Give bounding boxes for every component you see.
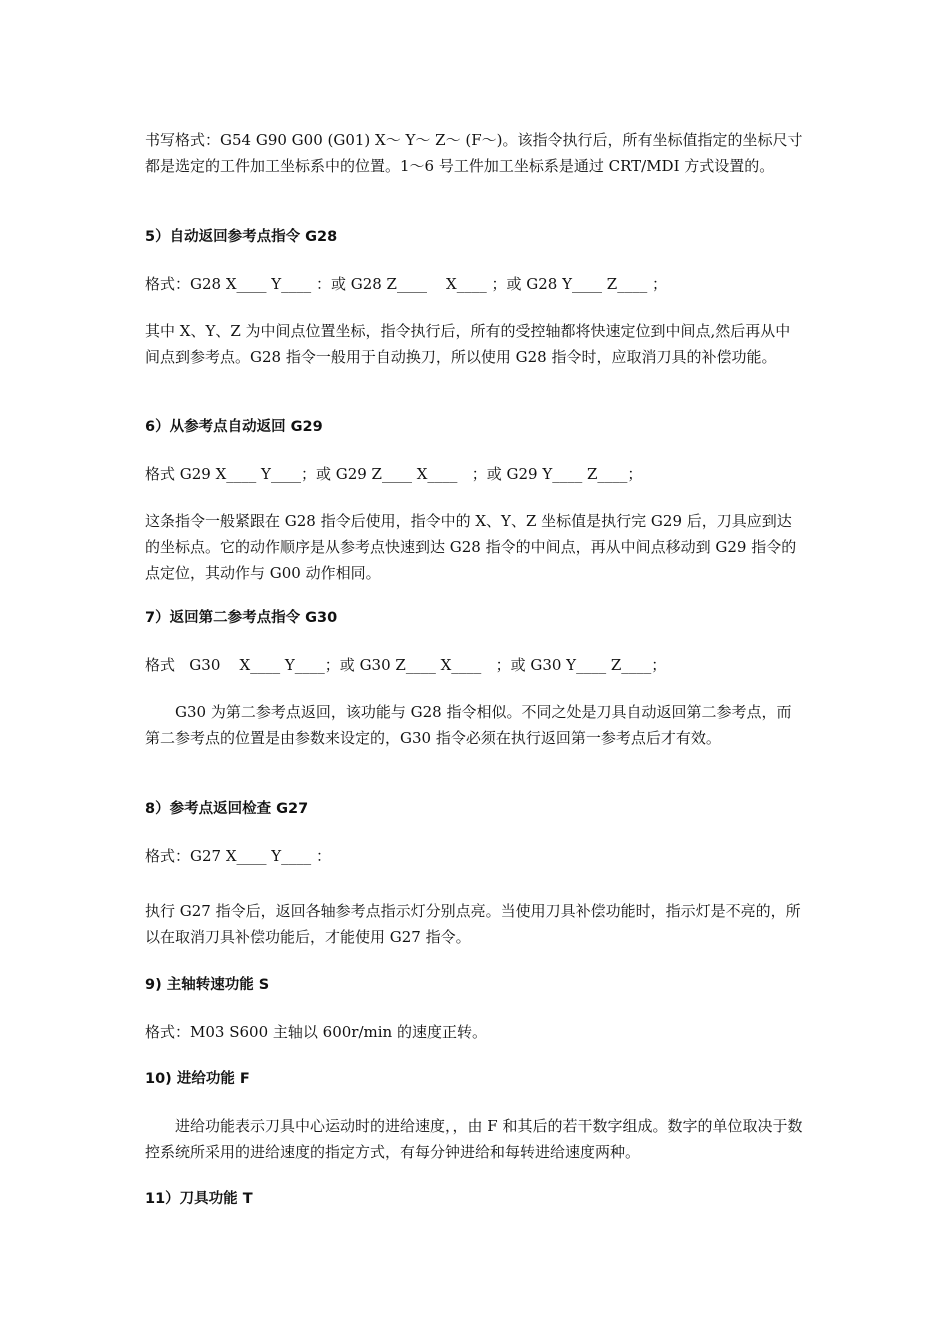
section-8-body: 执行 G27 指令后，返回各轴参考点指示灯分别点亮。当使用刀具补偿功能时，指示灯是不亮的，所以在取消刀具补偿功能后，才能使用 G27 指令。 [145,902,801,946]
section-7-heading: 7）返回第二参考点指令 G30 [145,610,338,626]
section-6-format: 格式 G29 X____ Y____；或 G29 Z____ X____ ；或 G29 Y____ Z____； [145,465,643,483]
section-7-format: 格式 G30 X____ Y____；或 G30 Z____ X____ ；或 G30 Y____ Z____； [145,656,667,674]
section-8-heading: 8）参考点返回检查 G27 [145,801,309,817]
section-10-body: 进给功能表示刀具中心运动时的进给速度，，由 F 和其后的若干数字组成。数字的单位取决于数控系统所采用的进给速度的指定方式，有每分钟进给和每转进给速度两种。 [145,1117,803,1161]
section-6-heading: 6）从参考点自动返回 G29 [145,419,323,435]
section-5-body: 其中 X、Y、Z 为中间点位置坐标，指令执行后，所有的受控轴都将快速定位到中间点,然后再从中间点到参考点。G28 指令一般用于自动换刀，所以使用 G28 指令时，应取消刀具的补偿功能。 [145,322,791,366]
section-5-heading: 5）自动返回参考点指令 G28 [145,229,338,245]
section-10-heading: 10) 进给功能 F [145,1071,250,1087]
section-7-body: G30 为第二参考点返回，该功能与 G28 指令相似。不同之处是刀具自动返回第二参考点，而第二参考点的位置是由参数来设定的，G30 指令必须在执行返回第一参考点后才有效。 [145,703,792,747]
section-9-format: 格式：M03 S600 主轴以 600r/min 的速度正转。 [145,1023,487,1041]
intro-paragraph: 书写格式：G54 G90 G00 (G01) X～ Y～ Z～ (F～)。该指令执行后，所有坐标值指定的坐标尺寸都是选定的工件加工坐标系中的位置。1～6 号工件加工坐标系是通过 CRT/MDI 方式设置的。 [145,131,803,175]
section-9-heading: 9) 主轴转速功能 S [145,977,270,993]
section-8-format: 格式：G27 X____ Y____ ： [145,847,331,865]
section-6-body: 这条指令一般紧跟在 G28 指令后使用，指令中的 X、Y、Z 坐标值是执行完 G29 后，刀具应到达的坐标点。它的动作顺序是从参考点快速到达 G28 指令的中间点，再从中间点移动到 G29 指令的点定位，其动作与 G00 动作相同。 [145,512,797,582]
section-11-heading: 11）刀具功能 T [145,1191,253,1207]
section-5-format: 格式：G28 X____ Y____ ：或 G28 Z____ X____ ；或 G28 Y____ Z____ ； [145,275,667,293]
